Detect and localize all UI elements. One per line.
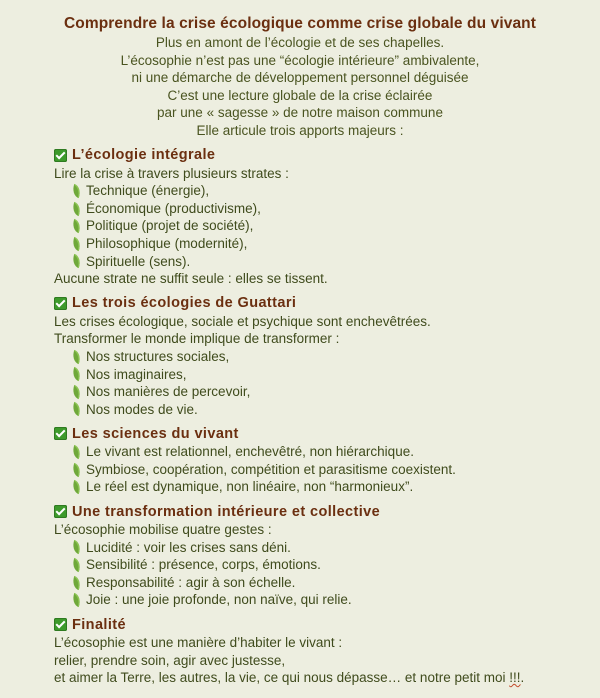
list-item bbox=[54, 556, 600, 574]
page-title: Comprendre la crise écologique comme crise globale du vivant bbox=[63, 15, 536, 32]
leaf-icon bbox=[70, 237, 83, 251]
list-item-text: Le réel est dynamique, non linéaire, non “harmonieux”. bbox=[86, 479, 414, 495]
list-item bbox=[54, 443, 600, 461]
list-item-text: Spirituelle (sens). bbox=[86, 253, 191, 269]
list-item bbox=[54, 591, 600, 609]
section-title: Les trois écologies de Guattari bbox=[72, 295, 297, 312]
list-item-text: Nos structures sociales, bbox=[86, 348, 230, 364]
paragraph-line: L’écosophie est une manière d’habiter le vivant : bbox=[54, 635, 343, 651]
list-item bbox=[54, 461, 600, 479]
leaf-icon bbox=[70, 540, 83, 554]
final-period: . bbox=[520, 670, 525, 686]
section-finalite bbox=[54, 615, 600, 687]
list-item-text: Sensibilité : présence, corps, émotions. bbox=[86, 557, 321, 573]
leaf-icon bbox=[70, 462, 83, 476]
section-title: Finalité bbox=[72, 616, 126, 633]
list-item bbox=[54, 574, 600, 592]
list-item bbox=[54, 539, 600, 557]
list-item bbox=[54, 478, 600, 496]
section-intro: Les crises écologique, sociale et psychique sont enchevêtrées. bbox=[54, 313, 431, 329]
section-heading bbox=[54, 424, 600, 443]
intro-line: L’écosophie n’est pas une “écologie intérieure” ambivalente, bbox=[120, 52, 480, 68]
list-item-text: Le vivant est relationnel, enchevêtré, non hiérarchique. bbox=[86, 444, 414, 460]
section-heading bbox=[54, 146, 600, 165]
leaf-icon bbox=[70, 367, 83, 381]
list-item bbox=[54, 401, 600, 419]
section-intro: Transformer le monde implique de transformer : bbox=[54, 331, 340, 347]
list-item bbox=[54, 235, 600, 253]
list-item-text: Philosophique (modernité), bbox=[86, 235, 248, 251]
section-title: Les sciences du vivant bbox=[72, 425, 239, 442]
list-item-text: Symbiose, coopération, compétition et parasitisme coexistent. bbox=[86, 461, 456, 477]
list-item-text: Économique (productivisme), bbox=[86, 200, 261, 216]
list-item bbox=[54, 366, 600, 384]
leaf-icon bbox=[70, 350, 83, 364]
section-title: L’écologie intégrale bbox=[72, 147, 216, 164]
section-title: Une transformation intérieure et collective bbox=[72, 503, 381, 520]
leaf-icon bbox=[70, 201, 83, 215]
list-item-text: Nos manières de percevoir, bbox=[86, 384, 251, 400]
leaf-icon bbox=[70, 575, 83, 589]
list-item-text: Lucidité : voir les crises sans déni. bbox=[86, 539, 291, 555]
check-mark-button-icon bbox=[54, 505, 67, 518]
list-item-text: Joie : une joie profonde, non naïve, qui relie. bbox=[86, 592, 352, 608]
leaf-icon bbox=[70, 184, 83, 198]
intro-line: C’est une lecture globale de la crise éclairée bbox=[167, 87, 433, 103]
list-item bbox=[54, 200, 600, 218]
paragraph-line: relier, prendre soin, agir avec justesse, bbox=[54, 652, 286, 668]
leaf-icon bbox=[70, 480, 83, 494]
list-item bbox=[54, 348, 600, 366]
check-mark-button-icon bbox=[54, 427, 67, 440]
leaf-icon bbox=[70, 385, 83, 399]
section-intro: Lire la crise à travers plusieurs strates : bbox=[54, 165, 289, 181]
list-item-text: Responsabilité : agir à son échelle. bbox=[86, 574, 296, 590]
section-sciences-du-vivant bbox=[54, 424, 600, 496]
leaf-icon bbox=[70, 402, 83, 416]
section-heading bbox=[54, 294, 600, 313]
paragraph-line-final bbox=[54, 669, 600, 687]
section-ecologie-integrale bbox=[54, 146, 600, 288]
section-transformation bbox=[54, 502, 600, 609]
list-item-text: Nos imaginaires, bbox=[86, 366, 187, 382]
list-item bbox=[54, 217, 600, 235]
intro-line: par une « sagesse » de notre maison commune bbox=[157, 105, 443, 121]
final-text: et aimer la Terre, les autres, la vie, ce qui nous dépasse… et notre petit moi bbox=[54, 670, 510, 686]
exclamation-emphasis: !!! bbox=[509, 670, 521, 686]
intro-line: Plus en amont de l’écologie et de ses chapelles. bbox=[155, 35, 445, 50]
list-item-text: Politique (projet de société), bbox=[86, 218, 254, 234]
list-item bbox=[54, 253, 600, 271]
list-item-text: Nos modes de vie. bbox=[86, 401, 198, 417]
intro-line: Elle articule trois apports majeurs : bbox=[196, 122, 404, 138]
list-item-text: Technique (énergie), bbox=[86, 183, 210, 199]
section-heading bbox=[54, 502, 600, 521]
check-mark-button-icon bbox=[54, 297, 67, 310]
header bbox=[0, 14, 600, 140]
check-mark-button-icon bbox=[54, 618, 67, 631]
check-mark-button-icon bbox=[54, 149, 67, 162]
leaf-icon bbox=[70, 254, 83, 268]
list-item bbox=[54, 182, 600, 200]
section-outro: Aucune strate ne suffit seule : elles se tissent. bbox=[54, 271, 328, 287]
intro-line: ni une démarche de développement personnel déguisée bbox=[131, 70, 469, 86]
leaf-icon bbox=[70, 593, 83, 607]
leaf-icon bbox=[70, 219, 83, 233]
list-item bbox=[54, 383, 600, 401]
leaf-icon bbox=[70, 558, 83, 572]
leaf-icon bbox=[70, 445, 83, 459]
section-trois-ecologies bbox=[54, 294, 600, 419]
section-intro: L’écosophie mobilise quatre gestes : bbox=[54, 522, 272, 538]
section-heading bbox=[54, 615, 600, 634]
